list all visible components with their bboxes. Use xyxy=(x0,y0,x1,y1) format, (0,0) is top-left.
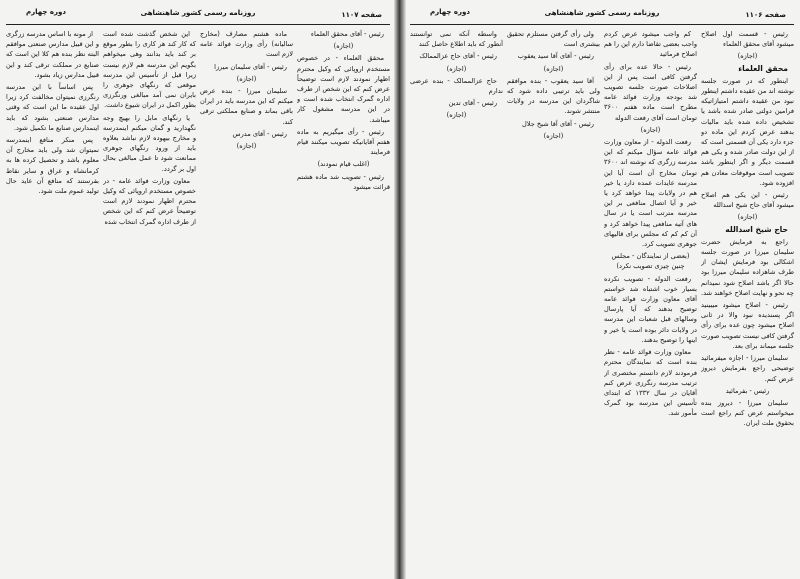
paragraph: (اجازه) xyxy=(236,142,257,151)
text-column xyxy=(701,29,794,573)
page-header xyxy=(410,8,794,22)
paragraph: رئیس - آقای آقا شیخ جلال xyxy=(522,119,594,128)
paragraph: رفعت الدوله - تصویب نکرده بسیار خوب اشتباه شد خواستم آقای معاون وزارت فوائد عامه توضیح بدهند که آیا پارسال وسالهای قبل شعبات این مدرسه در ولایات دائر بوده است یا خیر و اینها را توضیح بدهند. xyxy=(604,274,697,344)
text-column xyxy=(604,29,697,573)
paragraph: رفعت الدوله - از معاون وزارت فوائد عامه سؤال میکنم که این مدرسه زرگری که نوشته اند ۳۶۰۰ تومان مخارج آن است آیا این مدرسه عایدات عمده دارد یا خیر هم در ولایات پیدا خواهد کرد یا خیر و آیا اتصال منافعی بر این مدرسه مترتب است یا در سال های آتیه منافعی پیدا خواهد کرد و آن کم کم که مجلس برای قالیهای جوهری تصویب کرد. xyxy=(604,138,697,249)
paragraph: راجع به فرمایش حضرت سلیمان میرزا در صورت جلسه اشکالی بود فرمایش ایشان از طرف شاهزاده سلیمان میرزا بود حالا اگر باشد اصلاح شود نمیدانم چه نحو و نهایت اصلاح خواهند شد. xyxy=(701,237,794,297)
paragraph: این شخص گذشت شده است که کار کند هر کاری را بطور موقع بر کند باید بدانند وهی میخواهم بگویم این مدرسه هم لازم نیست زیرا قبل از تأسیس این مدرسه موقعی که رنگهای جوهری را بایران نمی آمد مبالغی ورنگرزی بطور اکمل در ایران شیوع داشت. xyxy=(103,30,196,110)
header-rule xyxy=(6,24,390,25)
paragraph: (بعضی از نمایندگان - مجلس چنین چیزی تصویب نکرد) xyxy=(611,252,690,271)
paragraph: رئیس - اصلاح میشود میبینید اگر پسندیده نبود والا در ثانی اصلاح میشود چون عده برای رأی گرفتن کافی نیست تصویب صورت جلسه میماند برای بعد. xyxy=(701,301,794,350)
paragraph: معاون وزارت فوائد عامه - نظر بنده است که نمایندگان محترم فرمودند لازم دانستم مختصری از ترتیب مدرسه رنگرزی عرض کنم آقایان در سال ۱۳۳۲ که ابتدای تأسیس این مدرسه بود گمرک مأمور شد. xyxy=(604,348,697,418)
text-column xyxy=(103,29,196,573)
paragraph: رئیس - حالا عده برای رأی گرفتن کافی است پس از این اصلاحات صورت جلسه تصویب شد بودجه وزارت فوائد عامه مطرح است ماده هفتم ۳۶۰۰ تومان است آقای رفعت الدوله xyxy=(604,62,697,122)
paragraph: رئیس - رأی میگیریم به ماده هفتم آقایانیکه تصویب میکنند قیام فرمایند xyxy=(297,127,390,157)
paragraph: سلیمان میرزا - بنده عرض میکنم که این مدرسه باید در ایران باقی بماند و صنایع مملکتی ترقی کند. xyxy=(200,87,293,126)
paragraph: پس منکر منافع اینمدرسه نمیتوان شد ولی باید مخارج آن معلوم باشد و تحصیل کرده ها به کرمانشاه و عراق و سایر نقاط بفرستند که منافع آن عاید حال تولید عموم ملت شود. xyxy=(6,136,99,196)
speaker-heading: محقق العلماء xyxy=(738,63,788,73)
page-number: صفحه ۱۱۰۶ xyxy=(745,11,786,19)
paragraph: رئیس - آقای تدین xyxy=(448,99,497,108)
paragraph: پس اساساً با این مدرسه رنگرزی نمیتوان مخالفت کرد زیرا اول عقیده ما این است که وقتی مدارس صنعتی بشود که باید اینمدارس صنایع ما تکمیل شود. xyxy=(6,83,99,132)
paragraph: (اجازه) xyxy=(236,74,257,83)
paragraph: سلیمان میرزا - دیروز بنده میخواستم عرض کنم راجع است بحقوق ملت ایران. xyxy=(701,398,794,428)
paragraph: ماده هشتم مصارف (مخارج سالیانه) رأی وزارت فوائد عامه لازم است xyxy=(200,30,293,59)
paragraph: رئیس - آقای حاج عزالممالک xyxy=(419,52,497,61)
paragraph: (اجازه) xyxy=(737,213,758,222)
header-rule xyxy=(410,24,794,25)
paragraph: (اجازه) xyxy=(640,125,661,134)
paragraph: رئیس - آقای محقق العلماء xyxy=(310,30,384,38)
speaker-heading: حاج شیخ اسدالله xyxy=(725,224,788,234)
paragraph: (اجازه) xyxy=(333,42,354,51)
paragraph: رئیس - تصویب شد ماده هشتم قرائت میشود xyxy=(297,172,390,191)
paragraph: معاون وزارت فوائد عامه - در خصوص مستخدم اروپائی که وکیل محترم اظهار نمودند لازم است توضیحاً عرض کنم که این شخص از طرف اداره گمرک انتخاب شده xyxy=(103,176,196,226)
period-label: دوره چهارم xyxy=(26,8,66,16)
paragraph: حاج عزالممالک - بنده عرضی ندارم xyxy=(410,76,503,96)
paragraph: یا رنگهای مابل را بهیچ وجه نگهدارید و گمان میکنم اینمدرسه و مخارج بیهوده لازم نباشد بعلاوه باید از ورود رنگهای جوهری ممانعت شود تا عمل مبالغی بحال اول بر گردد. xyxy=(103,113,196,173)
paragraph: (اجازه) xyxy=(543,64,564,73)
paragraph: سلیمان میرزا - اجازه میفرمائید توضیحی راجع بفرمایش دیروز عرض کنم. xyxy=(701,354,794,383)
text-column xyxy=(507,29,600,573)
paragraph: واسطه آنکه نمی توانستند آنطور که باید اطلاع حاصل کنند xyxy=(410,30,503,49)
text-columns xyxy=(410,29,794,573)
paragraph: محقق العلماء - در خصوص مستخدم اروپائی که وکیل محترم اظهار نمودند لازم است توضیحاً عرض کنم که این شخص از طرف اداره گمرک انتخاب شده است و در این مدرسه مشغول کار میباشد. xyxy=(297,54,390,124)
paragraph: (اجازه) xyxy=(446,111,467,120)
paragraph: ولی رأی گرفتن مستلزم تحقیق بیشتری است xyxy=(507,30,600,49)
paragraph: از مونه با اساس مدرسه زرگری و این قبیل مدارس صنعتی موافقم البته نظر بنده هم کلا این است که صنایع در مملکت ترقی کند و این قبیل مدارس زیاد بشود. xyxy=(6,30,99,79)
paragraph: رئیس - قسمت اول اصلاح میشود آقای محقق العلماء xyxy=(701,30,794,49)
paragraph: رئیس - بفرمائید xyxy=(725,386,770,395)
newspaper-title: روزنامه رسمی کشور شاهنشاهی xyxy=(140,9,256,17)
paragraph: آقا سید یعقوب - بنده موافقم ولی باید ترتیبی داده شود که شاگردان این مدرسه در ولایات منتشر شوند. xyxy=(507,76,600,116)
left-page xyxy=(0,0,396,579)
newspaper-title: روزنامه رسمی کشور شاهنشاهی xyxy=(544,9,660,17)
text-column xyxy=(200,29,293,573)
paragraph: اینطور که در صورت جلسه نوشته اند من عقیده داشتم اینطور نبود من عقیده داشتم امتیازاتیکه فرامین دولتی صادر شده باشد یا تشخیص داده شده باید مالیات بدهند عرض کردم این ماده دو جزء دارد یکی آن قسمتی است که از این دولت صادر شده و یکی هم قسمت دیگر و اگر اینطور باشد تصویب است موقوفات معادن هم افزوده شود. xyxy=(701,76,794,187)
paragraph: (اجازه) xyxy=(446,64,467,73)
page-number: صفحه ۱۱۰۷ xyxy=(341,11,382,19)
paragraph: رئیس - آقای آقا سید یعقوب xyxy=(517,52,594,61)
paragraph: (اجازه) xyxy=(543,131,564,140)
paragraph: رئیس - آقای مدرس xyxy=(232,129,287,138)
text-column xyxy=(297,29,390,573)
text-columns xyxy=(6,29,390,573)
right-page xyxy=(404,0,800,579)
text-column xyxy=(6,29,99,573)
paragraph: کم واجب میشود عرض کردم واجب بعضی تقاضا دارم این را هم اصلاح فرمائید xyxy=(604,30,697,59)
text-column xyxy=(410,29,503,573)
paragraph: رئیس - این یکی هم اصلاح میشود آقای حاج شیخ اسدالله xyxy=(701,191,794,210)
period-label: دوره چهارم xyxy=(430,8,470,16)
paragraph: رئیس - آقای سلیمان میرزا xyxy=(214,62,287,71)
page-header xyxy=(6,8,390,22)
paragraph: (اغلب قیام نمودند) xyxy=(317,160,370,169)
paragraph: (اجازه) xyxy=(737,52,758,61)
